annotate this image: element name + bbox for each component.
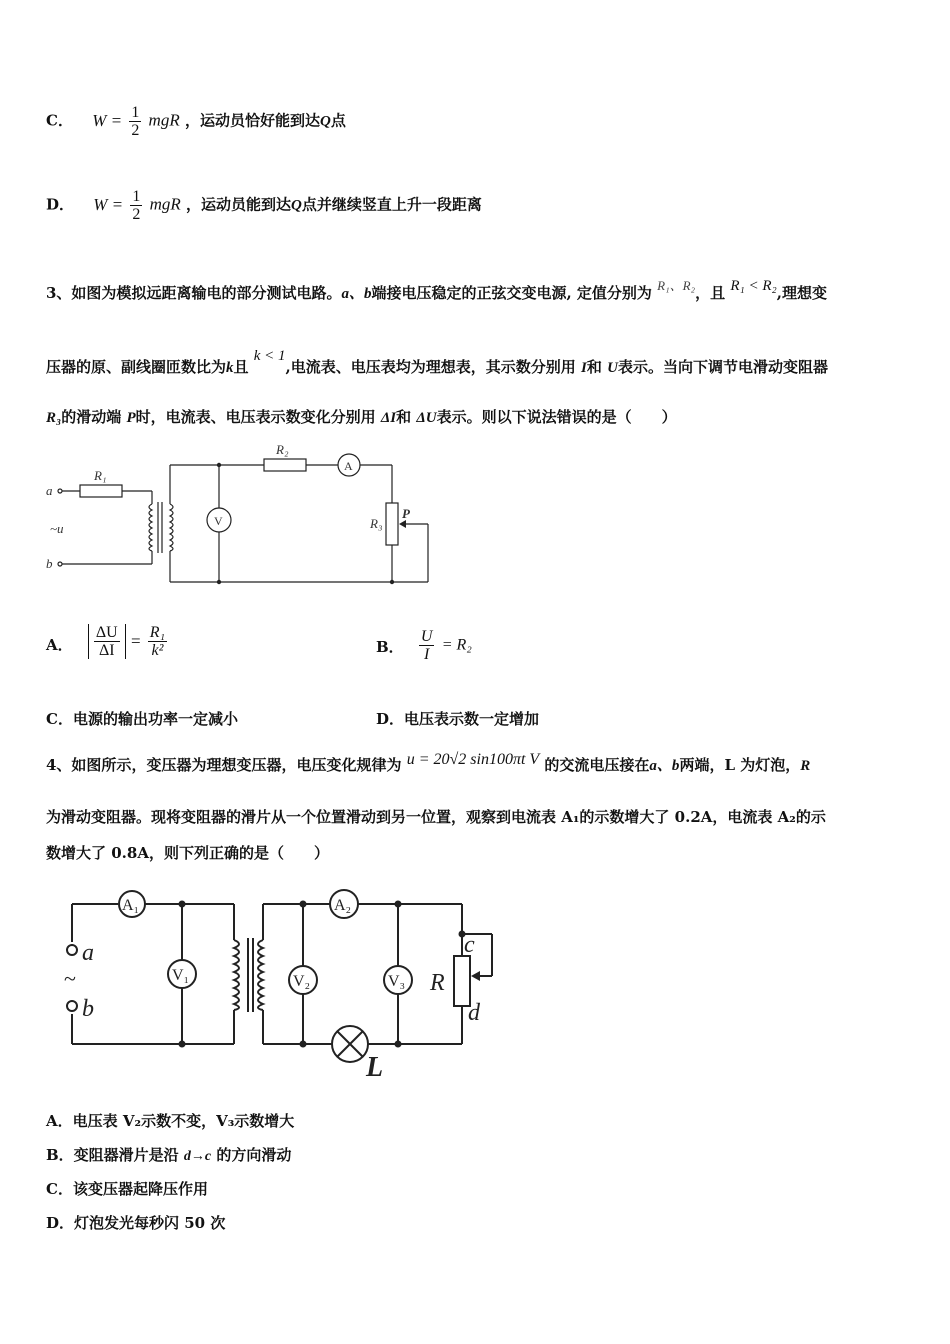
svg-text:V₁: V₁ — [172, 967, 190, 984]
slider-arrow-icon — [399, 520, 406, 528]
q4-circuit-figure — [50, 880, 510, 1080]
svg-text:a: a — [46, 483, 53, 498]
q3-option-c[interactable]: C．电源的输出功率一定减小 — [46, 710, 238, 728]
slider-arrow-icon — [471, 971, 480, 981]
q4-stem-line1: 4、如图所示，变压器为理想变压器，电压变化规律为 u = 20√2 sin100πt V 的交流电压接在a、b两端，L 为灯泡，R — [46, 751, 811, 774]
svg-text:V₃: V₃ — [388, 973, 406, 990]
svg-text:A: A — [344, 459, 353, 473]
svg-text:c: c — [464, 932, 475, 958]
abs-value: $\frac{\Delta U}{\Delta I}$ — [88, 624, 126, 659]
svg-text:~: ~ — [64, 966, 76, 991]
q4-option-d[interactable]: D．灯泡发光每秒闪 50 次 — [46, 1214, 226, 1232]
q4-stem-line2: 为滑动变阻器。现将变阻器的滑片从一个位置滑动到另一位置，观察到电流表 A₁的示数增大了 0.2A，电流表 A₂的示 — [46, 808, 826, 826]
q4-option-a[interactable]: A．电压表 V₂示数不变，V₃示数增大 — [46, 1112, 295, 1130]
terminal-b — [67, 1001, 77, 1011]
rheostat-r — [454, 956, 470, 1006]
svg-text:b: b — [82, 996, 94, 1022]
q4-stem-line3: 数增大了 0.8A，则下列正确的是（ ） — [46, 844, 329, 862]
terminal-b — [58, 562, 62, 566]
q3-stem-line3: R₃的滑动端 P时，电流表、电压表示数变化分别用 ΔI和 ΔU表示。则以下说法错误的是（ ） — [46, 408, 677, 426]
q3-stem-line2: 压器的原、副线圈匝数比为k且 k < 1,电流表、电压表均为理想表，其示数分别用 I和 U表示。当向下调节电滑动变阻器 — [46, 348, 828, 376]
svg-text:P: P — [402, 506, 410, 521]
terminal-a — [67, 945, 77, 955]
q3-option-d[interactable]: D．电压表示数一定增加 — [376, 710, 540, 728]
secondary-coil — [258, 940, 263, 1010]
resistor-r1 — [80, 485, 122, 497]
primary-coil — [149, 504, 152, 551]
svg-text:R₃: R₃ — [370, 516, 383, 531]
formula-lhs: W = — [92, 110, 123, 130]
svg-text:R₁: R₁ — [94, 468, 107, 483]
q3-option-b[interactable]: B． $\frac{U}{I}$ = R₂ — [376, 628, 472, 663]
svg-text:a: a — [82, 940, 94, 966]
terminal-a — [58, 489, 62, 493]
q3-circuit-figure — [44, 440, 444, 595]
rheostat-r3 — [386, 503, 398, 545]
svg-text:L: L — [366, 1052, 384, 1080]
svg-text:A₂: A₂ — [334, 897, 352, 914]
svg-text:V₂: V₂ — [293, 973, 311, 990]
svg-text:~u: ~u — [50, 521, 64, 536]
q2-option-d[interactable]: D． W = $\frac{1}{2}$ mgR ，运动员能到达Q点并继续竖直上升一段距离 — [46, 188, 482, 223]
svg-text:R: R — [430, 970, 445, 996]
q4-option-c[interactable]: C．该变压器起降压作用 — [46, 1180, 208, 1198]
secondary-coil — [170, 504, 173, 551]
fraction-half: $\frac{1}{2}$ — [131, 104, 140, 139]
svg-text:V: V — [214, 514, 223, 528]
svg-text:b: b — [46, 556, 53, 571]
resistor-r2 — [264, 459, 306, 471]
q2-option-c[interactable]: C． W = $\frac{1}{2}$ mgR ，运动员恰好能到达Q点 — [46, 104, 346, 139]
q4-option-b[interactable]: B．变阻器滑片是沿 d→c 的方向滑动 — [46, 1146, 292, 1164]
svg-text:A₁: A₁ — [122, 897, 140, 914]
svg-text:R₂: R₂ — [276, 442, 289, 457]
q3-stem-line1: 3、如图为模拟远距离输电的部分测试电路。a、b端接电压稳定的正弦交变电源, 定值分别为 R₁、R₂，且 R₁ < R₂,理想变 — [46, 278, 827, 302]
svg-text:d: d — [468, 1000, 480, 1026]
fraction-half: $\frac{1}{2}$ — [132, 188, 141, 223]
q3-option-a[interactable]: A． $\frac{\Delta U}{\Delta I}$ = $\frac{\text{R₁}}{\text{k²}}$ — [46, 624, 166, 659]
primary-coil — [234, 940, 239, 1010]
